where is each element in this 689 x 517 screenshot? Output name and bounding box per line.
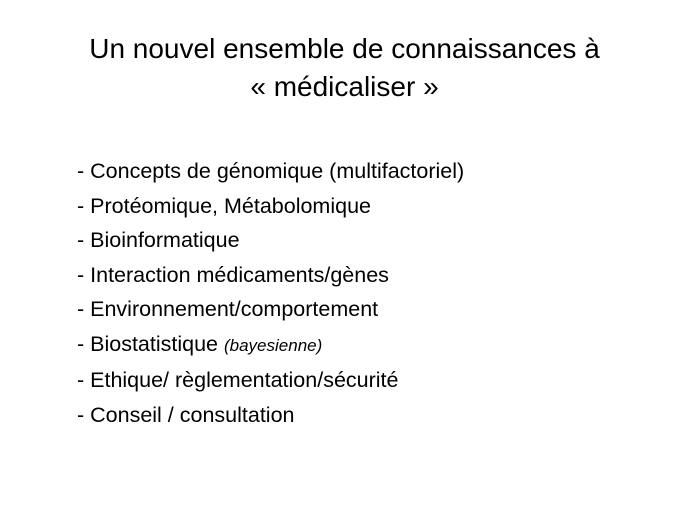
bullet-item bbox=[77, 292, 464, 327]
slide-title-line-1: Un nouvel ensemble de connaissances à bbox=[89, 33, 600, 64]
bullet-text: - Interaction médicaments/gènes bbox=[77, 262, 389, 287]
bullet-text: - Concepts de génomique (multifactoriel) bbox=[77, 159, 465, 183]
bullet-text: - Bioinformatique bbox=[77, 228, 240, 252]
bullet-text: - Biostatistique bbox=[77, 331, 224, 356]
bullet-item bbox=[77, 327, 464, 364]
bullet-list bbox=[77, 154, 464, 432]
bullet-text: - Conseil / consultation bbox=[77, 402, 295, 427]
bullet-text: - Protéomique, Métabolomique bbox=[77, 193, 371, 218]
bullet-item bbox=[77, 258, 464, 293]
slide-title bbox=[30, 30, 659, 106]
bullet-item bbox=[77, 223, 464, 258]
bullet-item bbox=[77, 398, 464, 433]
bullet-text: - Ethique/ règlementation/sécurité bbox=[77, 368, 399, 392]
bullet-note: (bayesienne) bbox=[223, 335, 323, 355]
bullet-item bbox=[77, 363, 464, 398]
slide-title-line-2: « médicaliser » bbox=[250, 71, 439, 102]
bullet-item bbox=[77, 189, 464, 224]
bullet-text: - Environnement/comportement bbox=[77, 297, 379, 321]
bullet-item bbox=[77, 154, 464, 189]
